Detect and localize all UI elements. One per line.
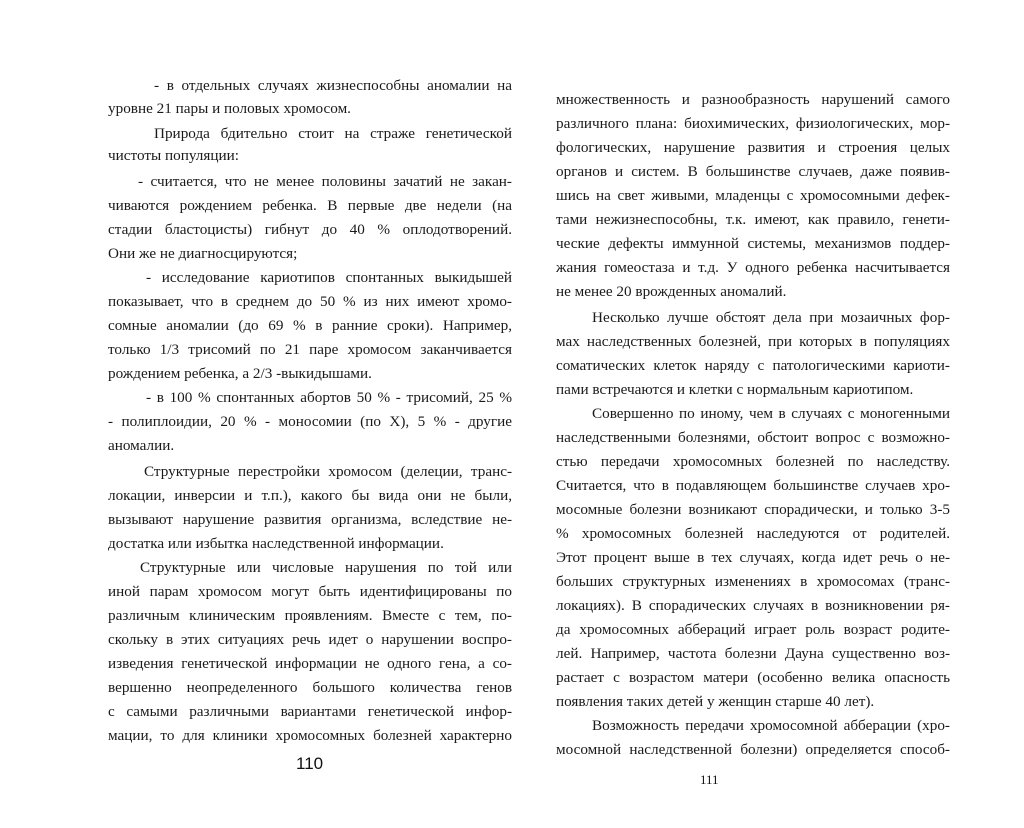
text-line: мосомные болезни возникают спорадически, и только 3-5 [556, 501, 950, 518]
text-line: - считается, что не менее половины зачатий не закан- [138, 173, 512, 190]
text-line: стадии бластоцисты) гибнут до 40 % оплодотворений. [108, 221, 512, 238]
text-line: соматических клеток наряду с патологическими кариоти- [556, 357, 950, 374]
text-line: показывает, что в среднем до 50 % из них имеют хромо- [108, 293, 512, 310]
text-line: только 1/3 трисомий по 21 паре хромосом заканчивается [108, 341, 512, 358]
text-line: локациях). В спорадических случаях в возникновении ря- [556, 597, 950, 614]
text-line: - в 100 % спонтанных абортов 50 % - трисомий, 25 % [146, 389, 512, 406]
text-line: тами нежизнеспособны, т.к. имеют, как правило, генети- [556, 211, 950, 228]
text-line: стью передачи хромосомных болезней по наследству. [556, 453, 950, 470]
text-line: не менее 20 врожденных аномалий. [556, 283, 787, 300]
text-line: % хромосомных болезней наследуются от родителей. [556, 525, 950, 542]
text-line: Возможность передачи хромосомной абберации (хро- [592, 717, 950, 734]
text-line: Считается, что в подавляющем большинстве случаев хро- [556, 477, 950, 494]
text-line: локации, инверсии и т.п.), какого бы вида они не были, [108, 487, 512, 504]
text-line: изведения генетической информации не одного гена, а со- [108, 655, 512, 672]
text-line: с самыми различными вариантами генетической инфор- [108, 703, 512, 720]
text-line: мосомной наследственной болезни) определяется способ- [556, 741, 950, 758]
text-line: да хромосомных аббераций играет роль возраст родите- [556, 621, 950, 638]
page-number-right: 111 [700, 772, 719, 787]
text-line: достатка или избытка наследственной информации. [108, 535, 444, 552]
text-line: - исследование кариотипов спонтанных выкидышей [146, 269, 512, 286]
text-line: лей. Например, частота болезни Дауна существенно воз- [556, 645, 950, 662]
text-line: - в отдельных случаях жизнеспособны аномалии на [154, 77, 512, 94]
text-line: Природа бдительно стоит на страже генетической [154, 125, 512, 142]
text-line: Этот процент выше в тех случаях, когда идет речь о не- [556, 549, 950, 566]
text-line: чистоты популяции: [108, 147, 239, 164]
text-line: различного плана: биохимических, физиологических, мор- [556, 115, 950, 132]
text-line: мах наследственных болезней, при которых в популяциях [556, 333, 950, 350]
text-line: множественность и разнообразность нарушений самого [556, 91, 950, 108]
page-number-left: 110 [296, 754, 324, 773]
text-line: аномалии. [108, 437, 175, 454]
text-line: вершенно неопределенного большого количества генов [108, 679, 512, 696]
text-line: мации, то для клиники хромосомных болезней характерно [108, 727, 512, 744]
text-line: растает с возрастом матери (особенно велика опасность [556, 669, 950, 686]
text-line: Они же не диагносцируются; [108, 245, 298, 262]
text-line: Несколько лучше обстоят дела при мозаичных фор- [592, 309, 950, 326]
text-line: уровне 21 пары и половых хромосом. [108, 100, 351, 117]
text-line: вызывают нарушение развития организма, вследствие не- [108, 511, 512, 528]
text-line: наследственными болезнями, обстоит вопрос с возможно- [556, 429, 950, 446]
text-line: фологических, нарушение развития и строения целых [556, 139, 950, 156]
text-line: чиваются рождением ребенка. В первые две недели (на [108, 197, 512, 214]
text-line: появления таких детей у женщин старше 40 лет). [556, 693, 875, 710]
text-line: жания гомеостаза и т.д. У одного ребенка насчитывается [556, 259, 950, 276]
text-line: Структурные или числовые нарушения по той или [140, 559, 512, 576]
text-line: - полиплоидии, 20 % - моносомии (по X), 5 % - другие [108, 413, 512, 430]
text-line: больших структурных изменениях в хромосомах (транс- [556, 573, 950, 590]
text-line: сомные аномалии (до 69 % в ранние сроки). Например, [108, 317, 512, 334]
text-line: иной парам хромосом могут быть идентифицированы по [108, 583, 512, 600]
text-line: Структурные перестройки хромосом (делеции, транс- [144, 463, 512, 480]
text-line: органов и систем. В большинстве случаев, даже появив- [556, 163, 950, 180]
text-line: скольку в этих ситуациях речь идет о нарушении воспро- [108, 631, 512, 648]
text-line: различным клиническим проявлениям. Вместе с тем, по- [108, 607, 512, 624]
text-line: Совершенно по иному, чем в случаях с моногенными [592, 405, 950, 422]
text-line: ческие дефекты иммунной системы, механизмов поддер- [556, 235, 950, 252]
text-line: шись на свет живыми, младенцы с хромосомными дефек- [556, 187, 950, 204]
text-line: пами встречаются и клетки с нормальным кариотипом. [556, 381, 914, 398]
text-line: рождением ребенка, а 2/3 -выкидышами. [108, 365, 372, 382]
